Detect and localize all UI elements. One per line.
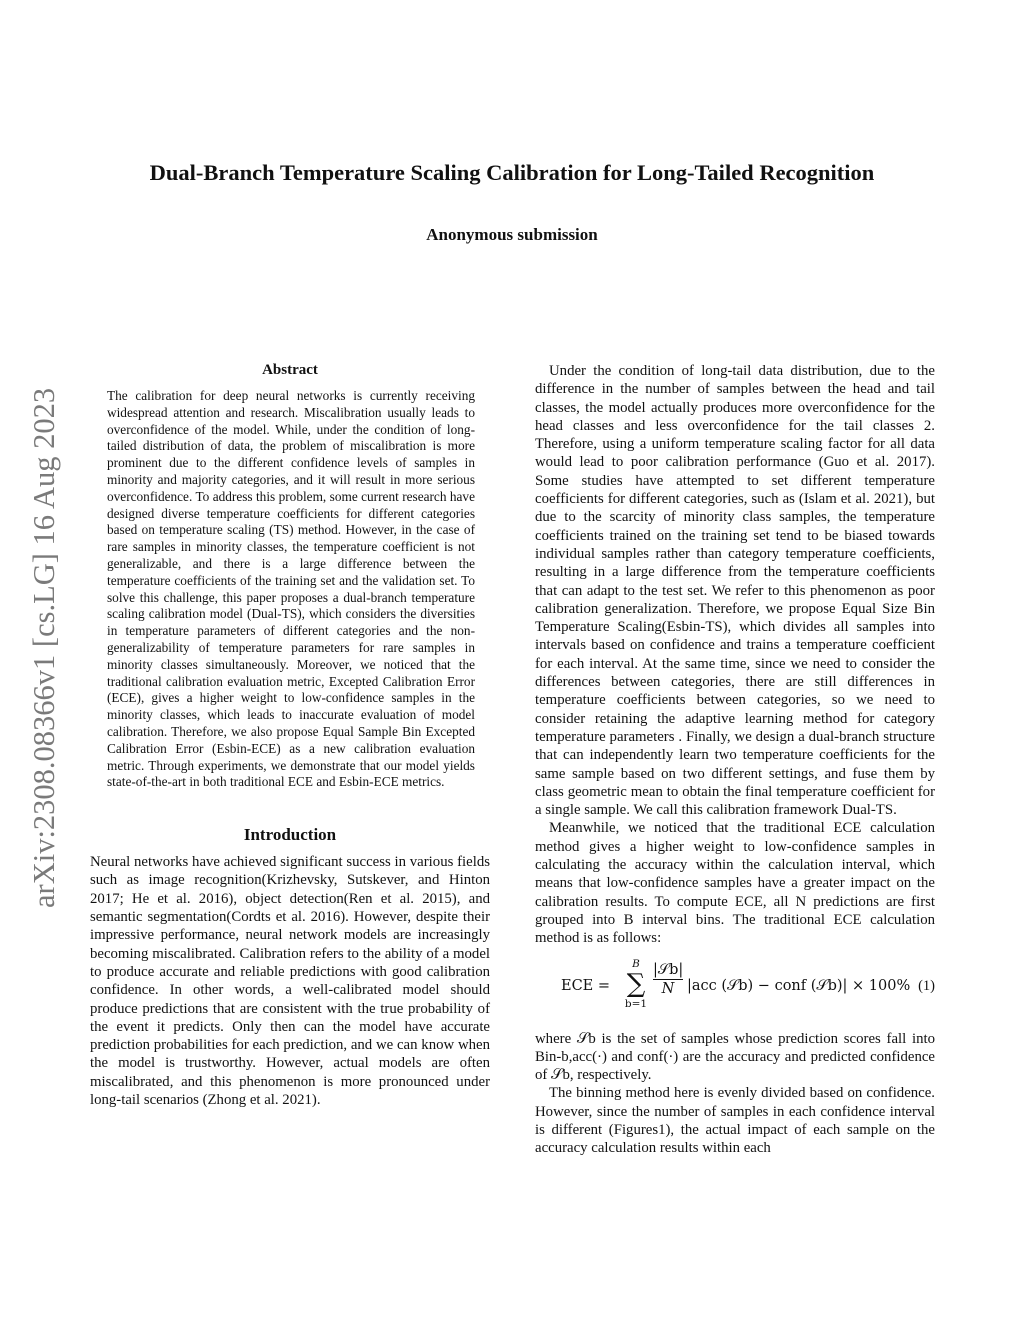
right-column (535, 362, 935, 1158)
fraction-denominator: N (661, 980, 675, 997)
body-paragraph: Under the condition of long-tail data distribution, due to the difference in the number of samples between the head and tail classes, the model actually produces more overconfidence for the head classes and less overconfidence for the tail classes 2. Therefore, using a uniform temperature scaling factor for all data would lead to poor calibration performance (Guo et al. 2017). Some studies have attempted to set different temperature coefficients for different categories, such as (Islam et al. 2021), but due to the scarcity of minority class samples, the temperature coefficients trained on the training set tend to be biased towards individual samples rather than category temperature coefficients, resulting in a large difference from the temperature coefficients that can adapt to the test set. We refer to this phenomenon as poor calibration generalization. Therefore, we propose Equal Size Bin Temperature Scaling(Esbin-TS), which divides all samples into intervals based on confidence and trains a temperature coefficient for each interval. At the same time, since we need to consider the differences between categories, there are still differences in temperature coefficients between categories, so we need to consider retaining the adaptive learning method for category temperature parameters . Finally, we design a dual-branch structure that can independently learn two temperature coefficients for the same sample based on two different settings, and fuse them by class geometric mean to obtain the final temperature coefficient for a single sample. We call this calibration framework Dual-TS. (535, 363, 935, 819)
summation (621, 958, 651, 1010)
fraction-numerator: |𝒮b| (653, 961, 684, 978)
introduction-heading: Introduction (243, 825, 337, 845)
summation-lower: b=1 (624, 997, 648, 1010)
fraction (653, 962, 683, 997)
equation-rhs: |acc (𝒮b) − conf (𝒮b)| × 100% (687, 977, 911, 994)
body-paragraph: where 𝒮b is the set of samples whose prediction scores fall into Bin-b,acc(·) and conf(·) are the accuracy and predicted confidence of 𝒮b, respectively. (535, 1030, 935, 1084)
author-line: Anonymous submission (426, 225, 598, 244)
introduction-paragraph: Neural networks have achieved significant success in various fields such as image recognition(Krizhevsky, Sutskever, and Hinton 2017; He et al. 2016), object detection(Ren et al. 2015), and semantic segmentation(Cordts et al. 2016). However, despite their impressive performance, neural network models are increasingly becoming miscalibrated. Calibration refers to the ability of a model to produce accurate and reliable predictions with good calibration confidence. In other words, a well-calibrated model should produce predictions that are consistent with the true probability of the event it predicts. Only then can the model have accurate prediction probabilities for each prediction, and we can know when the model is trustworthy. However, actual models are often miscalibrated, and this phenomenon is more pronounced under long-tail scenarios (Zhong et al. 2021). (90, 854, 490, 1108)
arxiv-identifier: arXiv:2308.08366v1 [cs.LG] 16 Aug 2023 (27, 387, 61, 909)
abstract-heading: Abstract (262, 362, 318, 378)
body-paragraph: The binning method here is evenly divided based on confidence. However, since the number of samples in each confidence interval is different (Figures1), the actual impact of each sample on the accuracy calculation results within each (535, 1085, 935, 1157)
left-column (90, 362, 490, 1109)
ece-equation (535, 958, 935, 1022)
summation-symbol: ∑ (626, 968, 646, 999)
summation-upper: B (632, 957, 640, 970)
body-paragraph: Meanwhile, we noticed that the traditional ECE calculation method gives a higher weight to low-confidence samples in calculating the accuracy within the calculation interval, which means that low-confidence samples have a greater impact on the calibration results. To compute ECE, all N predictions are first grouped into B interval bins. The traditional ECE calculation method is as follows: (535, 820, 935, 947)
equation-lhs: ECE = (561, 977, 611, 994)
abstract-text: The calibration for deep neural networks is currently receiving widespread attention and research. Miscalibration usually leads to overconfidence of the model. While, under the condition of long-tailed distribution of data, the problem of miscalibration is more prominent due to the different confidence levels of samples in minority and majority categories, and it will result in more serious overconfidence. To address this problem, some current research have designed diverse temperature coefficients for different categories based on temperature scaling (TS) method. However, in the case of rare samples in minority classes, the temperature coefficient is not generalizable, and there is a large difference between the temperature coefficients of the training set and the validation set. To solve this challenge, this paper proposes a dual-branch temperature scaling calibration model (Dual-TS), which considers the diversities in temperature parameters of different categories and the non-generalizability of temperature parameters for rare samples in minority classes simultaneously. Moreover, we noticed that the traditional calibration evaluation metric, Excepted Calibration Error (ECE), gives a higher weight to low-confidence samples in the minority classes, which leads to inaccurate evaluation of model calibration. Therefore, we also propose Equal Sample Bin Excepted Calibration Error (Esbin-ECE) as a new calibration evaluation metric. Through experiments, we demonstrate that our model yields state-of-the-art in both traditional ECE and Esbin-ECE metrics. (107, 388, 475, 790)
equation-number: (1) (918, 977, 935, 994)
paper-title: Dual-Branch Temperature Scaling Calibration for Long-Tailed Recognition (149, 160, 875, 185)
